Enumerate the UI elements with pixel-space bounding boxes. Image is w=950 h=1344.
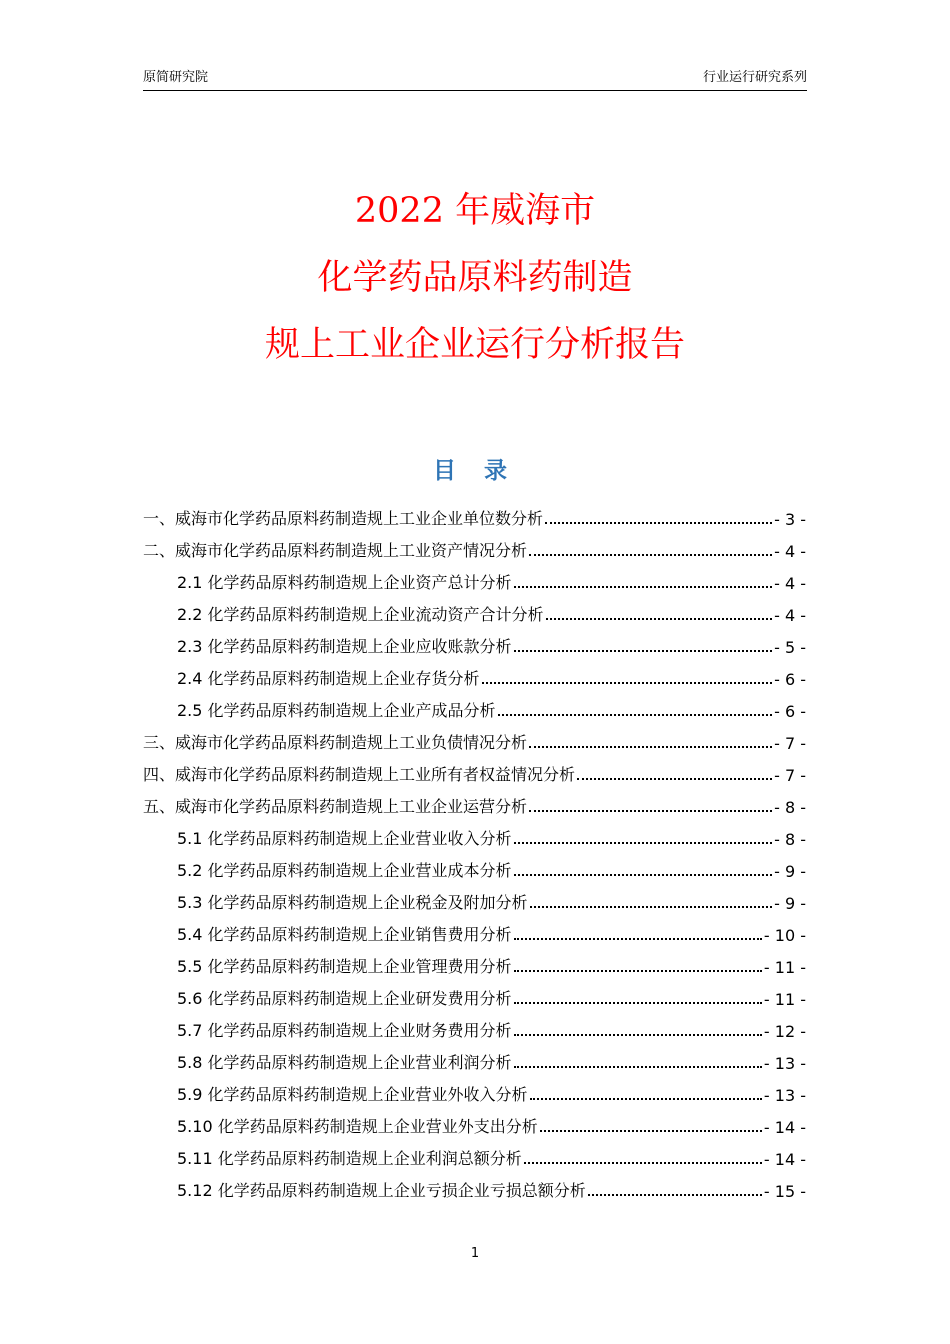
- toc-entry[interactable]: [143, 561, 806, 593]
- toc-leader-dots: [588, 1194, 762, 1196]
- toc-entry[interactable]: [143, 1169, 806, 1201]
- toc-entry[interactable]: [143, 753, 806, 785]
- toc-entry[interactable]: [143, 593, 806, 625]
- toc-entry-title: 5.1 化学药品原料药制造规上企业营业收入分析: [177, 829, 512, 848]
- toc-entry-title: 5.7 化学药品原料药制造规上企业财务费用分析: [177, 1021, 512, 1040]
- toc-entry-title: 5.2 化学药品原料药制造规上企业营业成本分析: [177, 861, 512, 880]
- toc-leader-dots: [524, 1162, 762, 1164]
- toc-entry-page: - 5 -: [774, 638, 806, 657]
- toc-entry-title: 5.3 化学药品原料药制造规上企业税金及附加分析: [177, 893, 528, 912]
- toc-leader-dots: [545, 522, 772, 524]
- toc-leader-dots: [514, 1034, 762, 1036]
- toc-entry-page: - 7 -: [774, 734, 806, 753]
- toc-entry-page: - 11 -: [763, 990, 806, 1009]
- toc-entry-page: - 7 -: [774, 766, 806, 785]
- toc-entry[interactable]: [143, 977, 806, 1009]
- toc-leader-dots: [529, 810, 772, 812]
- toc-entry[interactable]: [143, 1041, 806, 1073]
- toc-entry[interactable]: [143, 785, 806, 817]
- toc-entry-title: 2.2 化学药品原料药制造规上企业流动资产合计分析: [177, 605, 544, 624]
- toc-entry-title: 五、威海市化学药品原料药制造规上工业企业运营分析: [143, 797, 528, 816]
- toc-heading: 目 录: [432, 458, 517, 484]
- header-series-name: 行业运行研究系列: [702, 70, 807, 85]
- toc-leader-dots: [514, 938, 762, 940]
- toc-entry-page: - 3 -: [774, 510, 806, 529]
- toc-leader-dots: [530, 906, 773, 908]
- toc-leader-dots: [514, 650, 773, 652]
- toc-entry-page: - 13 -: [763, 1054, 806, 1073]
- toc-entry-page: - 14 -: [763, 1150, 806, 1169]
- toc-entry-page: - 6 -: [774, 702, 806, 721]
- toc-entry-title: 5.6 化学药品原料药制造规上企业研发费用分析: [177, 989, 512, 1008]
- toc-entry-title: 2.3 化学药品原料药制造规上企业应收账款分析: [177, 637, 512, 656]
- toc-entry-page: - 6 -: [774, 670, 806, 689]
- toc-entry[interactable]: [143, 913, 806, 945]
- toc-entry-page: - 10 -: [763, 926, 806, 945]
- header-org-name: 原简研究院: [143, 70, 209, 85]
- toc-leader-dots: [530, 1098, 762, 1100]
- toc-entry[interactable]: [143, 625, 806, 657]
- toc-entry[interactable]: [143, 849, 806, 881]
- toc-leader-dots: [514, 1002, 762, 1004]
- toc-leader-dots: [546, 618, 773, 620]
- toc-leader-dots: [498, 714, 773, 716]
- report-title: [0, 178, 950, 379]
- title-line-2: 化学药品原料药制造: [317, 258, 633, 298]
- toc-leader-dots: [514, 1066, 762, 1068]
- toc-entry-title: 5.12 化学药品原料药制造规上企业亏损企业亏损总额分析: [177, 1181, 586, 1200]
- toc-entry[interactable]: [143, 1105, 806, 1137]
- toc-entry-title: 2.4 化学药品原料药制造规上企业存货分析: [177, 669, 480, 688]
- toc-entry-title: 5.5 化学药品原料药制造规上企业管理费用分析: [177, 957, 512, 976]
- page-number: 1: [470, 1246, 480, 1261]
- toc-leader-dots: [482, 682, 773, 684]
- toc-entry-title: 一、威海市化学药品原料药制造规上工业企业单位数分析: [143, 509, 544, 528]
- toc-leader-dots: [514, 874, 773, 876]
- title-line-3: 规上工业企业运行分析报告: [264, 325, 685, 365]
- toc-entry-title: 5.9 化学药品原料药制造规上企业营业外收入分析: [177, 1085, 528, 1104]
- toc-entry-page: - 13 -: [763, 1086, 806, 1105]
- toc-leader-dots: [577, 778, 772, 780]
- toc-leader-dots: [529, 554, 772, 556]
- toc-entry-title: 5.4 化学药品原料药制造规上企业销售费用分析: [177, 925, 512, 944]
- toc-leader-dots: [529, 746, 772, 748]
- toc-entry-page: - 8 -: [774, 830, 806, 849]
- toc-entry[interactable]: [143, 497, 806, 529]
- toc-entry-page: - 12 -: [763, 1022, 806, 1041]
- toc-entry[interactable]: [143, 1073, 806, 1105]
- toc-entry[interactable]: [143, 881, 806, 913]
- toc-entry-title: 四、威海市化学药品原料药制造规上工业所有者权益情况分析: [143, 765, 576, 784]
- toc-leader-dots: [514, 842, 773, 844]
- toc-entry-page: - 14 -: [763, 1118, 806, 1137]
- toc-entry-page: - 4 -: [774, 606, 806, 625]
- toc-entry-page: - 11 -: [763, 958, 806, 977]
- toc-entry[interactable]: [143, 1137, 806, 1169]
- toc-entry[interactable]: [143, 817, 806, 849]
- toc-entry[interactable]: [143, 945, 806, 977]
- title-line-1: 2022 年威海市: [354, 191, 596, 231]
- toc-entry-title: 5.11 化学药品原料药制造规上企业利润总额分析: [177, 1149, 522, 1168]
- toc-entry-page: - 9 -: [774, 862, 806, 881]
- toc-entry-title: 5.10 化学药品原料药制造规上企业营业外支出分析: [177, 1117, 538, 1136]
- toc-leader-dots: [514, 970, 762, 972]
- toc-entry-title: 2.1 化学药品原料药制造规上企业资产总计分析: [177, 573, 512, 592]
- toc-leader-dots: [514, 586, 773, 588]
- toc-entry-title: 二、威海市化学药品原料药制造规上工业资产情况分析: [143, 541, 528, 560]
- toc-entry[interactable]: [143, 657, 806, 689]
- page-header: [143, 64, 807, 91]
- toc-entry-page: - 15 -: [763, 1182, 806, 1201]
- toc-entry-page: - 8 -: [774, 798, 806, 817]
- toc-entry[interactable]: [143, 529, 806, 561]
- toc-entry-title: 三、威海市化学药品原料药制造规上工业负债情况分析: [143, 733, 528, 752]
- toc-entry-page: - 4 -: [774, 542, 806, 561]
- toc-leader-dots: [540, 1130, 762, 1132]
- table-of-contents: [143, 497, 806, 1201]
- toc-entry-title: 5.8 化学药品原料药制造规上企业营业利润分析: [177, 1053, 512, 1072]
- toc-entry[interactable]: [143, 1009, 806, 1041]
- toc-entry[interactable]: [143, 721, 806, 753]
- toc-entry[interactable]: [143, 689, 806, 721]
- toc-entry-page: - 4 -: [774, 574, 806, 593]
- toc-entry-page: - 9 -: [774, 894, 806, 913]
- toc-entry-title: 2.5 化学药品原料药制造规上企业产成品分析: [177, 701, 496, 720]
